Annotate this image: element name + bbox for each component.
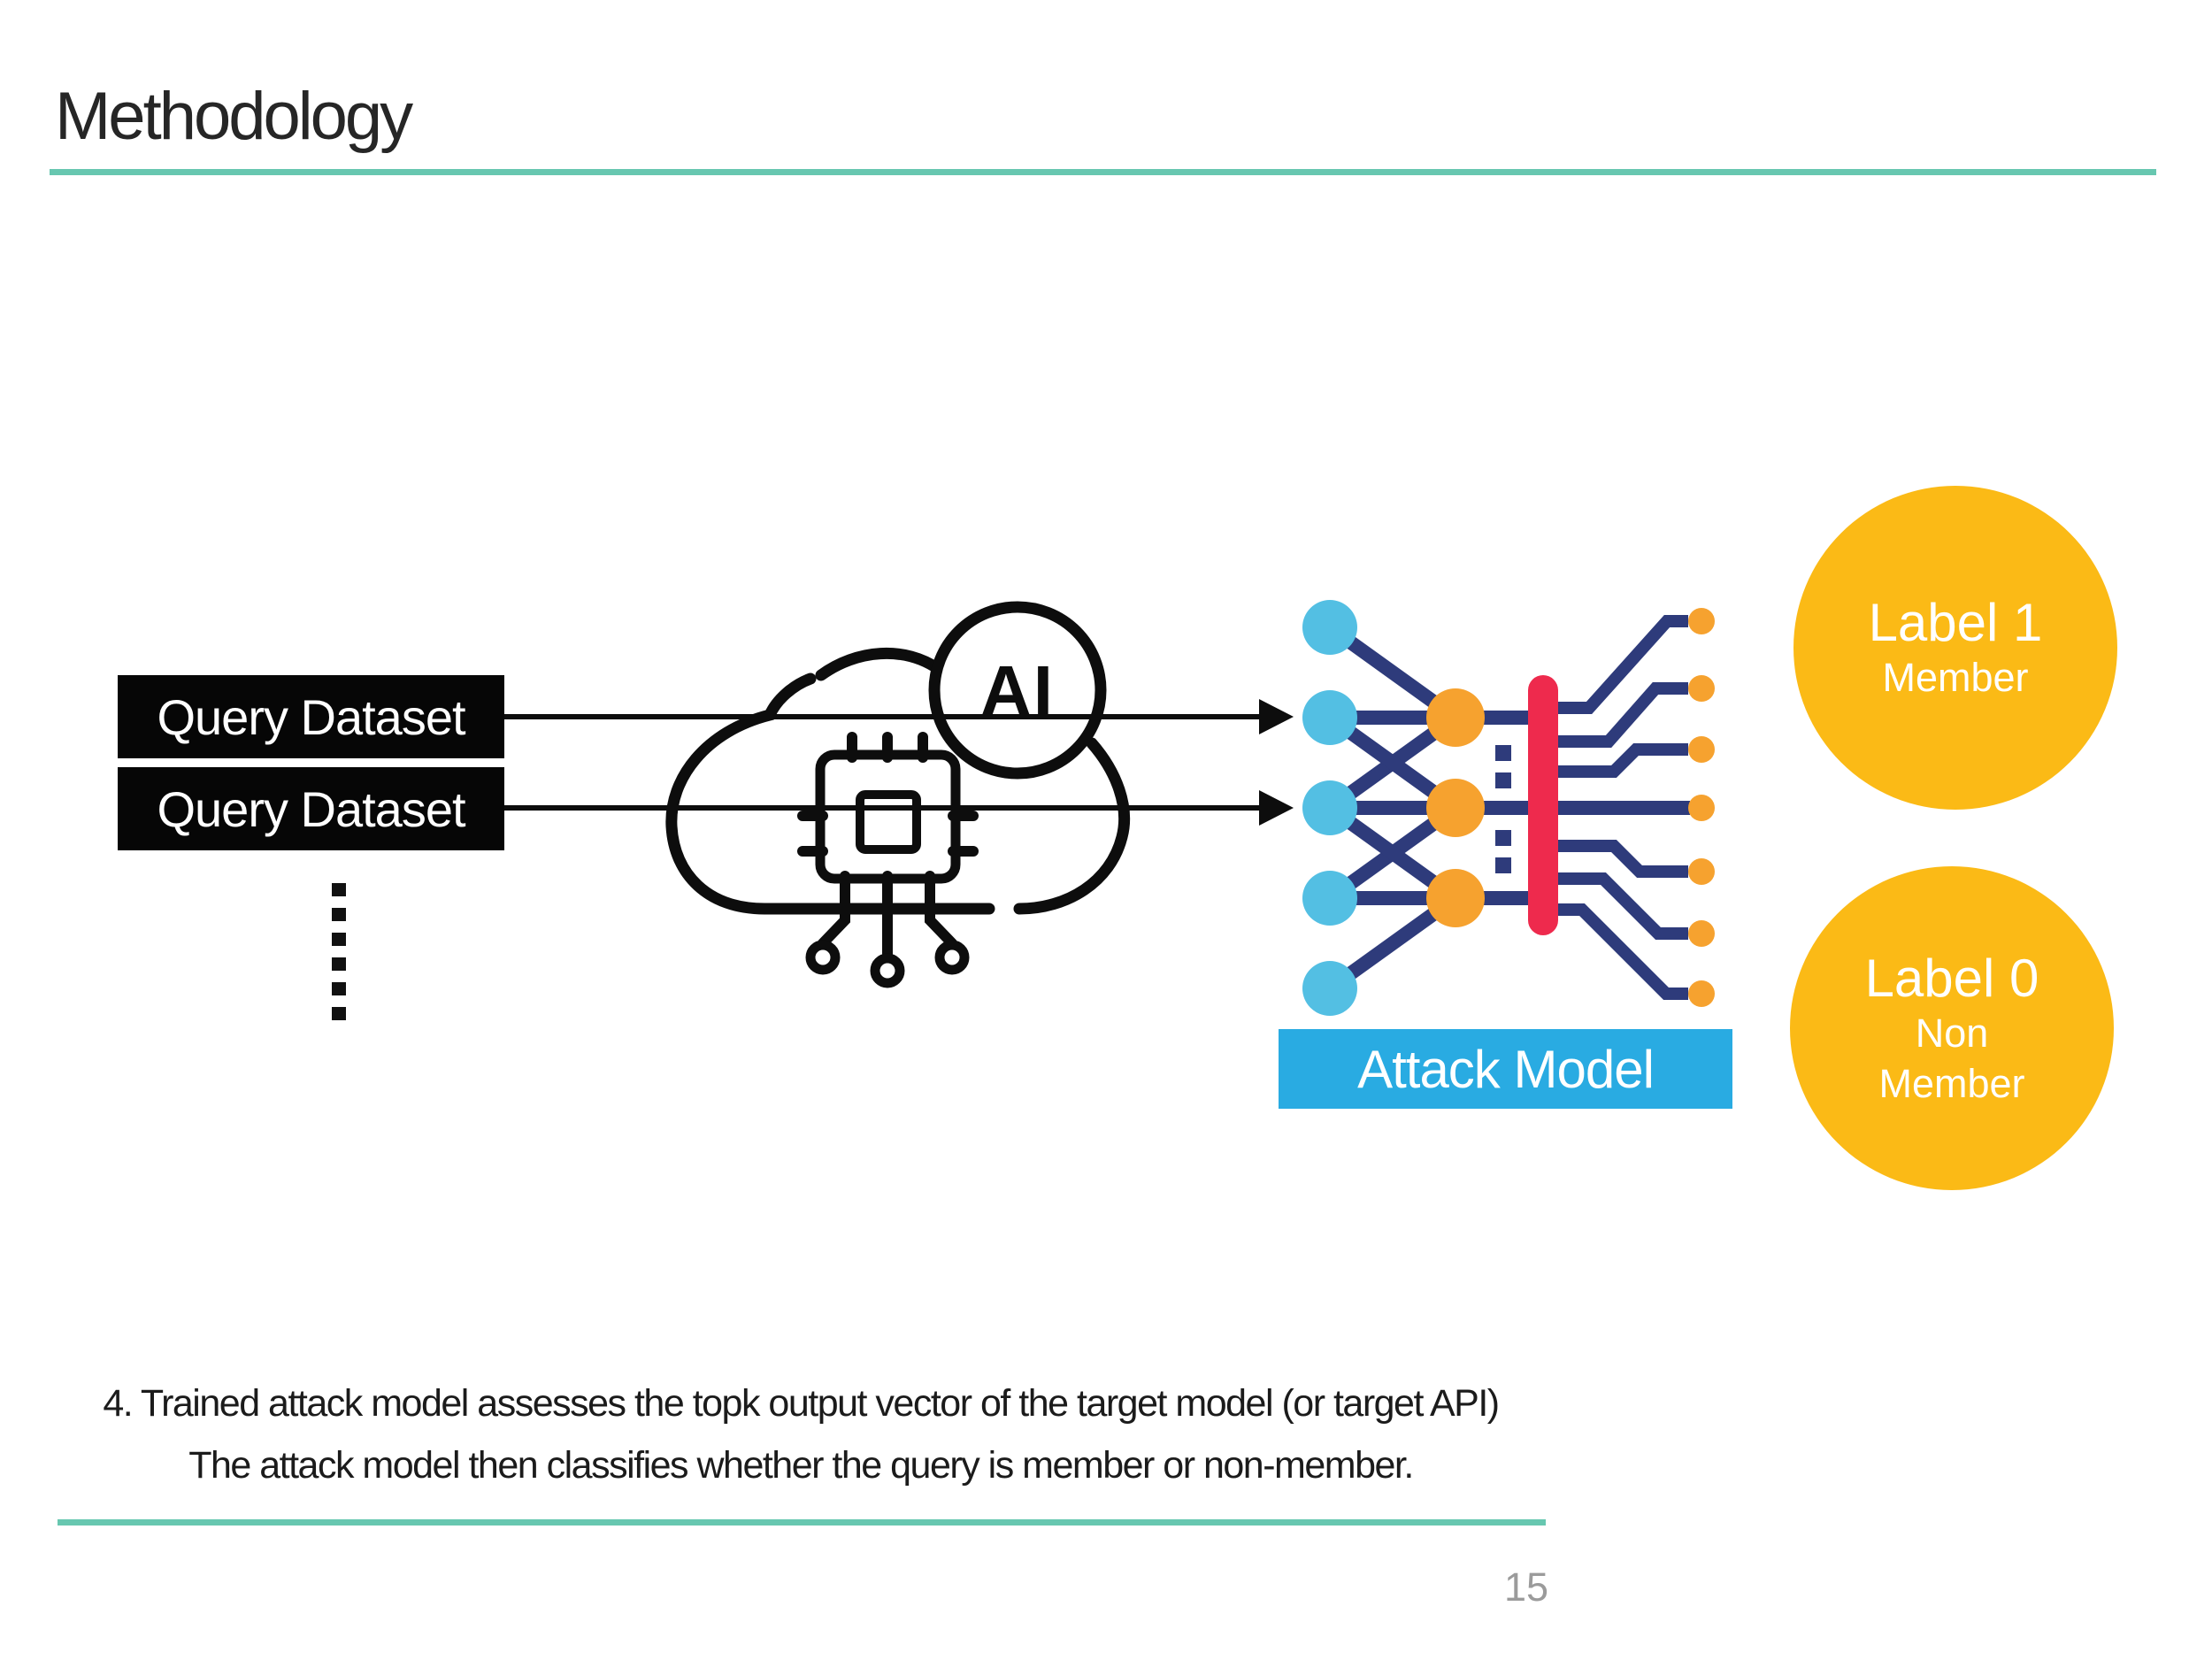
input-nodes xyxy=(1302,600,1357,1016)
page-number: 15 xyxy=(1503,1564,1548,1610)
footer-rule xyxy=(58,1519,1546,1526)
caption-line-2: The attack model then classifies whether the query is member or non-member. xyxy=(188,1443,1413,1487)
arrow-1 xyxy=(504,699,1294,734)
chip-icon xyxy=(803,737,973,983)
label-1-circle xyxy=(1793,486,2117,810)
caption xyxy=(53,1373,1548,1496)
label-0-subtitle-line2: Member xyxy=(1878,1060,2025,1106)
query-dataset-label-2: Query Dataset xyxy=(157,780,465,837)
query-dataset-label-1: Query Dataset xyxy=(157,688,465,745)
divider-bar-icon xyxy=(1528,675,1558,935)
neural-network-icon xyxy=(1302,600,1715,1016)
label-0-title: Label 0 xyxy=(1864,949,2039,1009)
output-dots xyxy=(1688,608,1715,1007)
cloud-chip-icon xyxy=(672,607,1125,983)
ai-badge-label: AI xyxy=(980,651,1055,730)
attack-model-box xyxy=(1279,1029,1732,1109)
caption-line-1: 4. Trained attack model assesses the topk output vector of the target model (or target API) xyxy=(103,1382,1499,1425)
hidden-nodes xyxy=(1426,688,1485,927)
label-0-circle xyxy=(1790,866,2114,1190)
arrowhead-icon xyxy=(1259,699,1294,734)
label-0-subtitle-line1: Non xyxy=(1915,1011,1989,1057)
label-1-title: Label 1 xyxy=(1868,593,2043,653)
attack-model-label: Attack Model xyxy=(1357,1039,1654,1099)
arrowhead-icon xyxy=(1259,790,1294,826)
page-title: Methodology xyxy=(55,79,411,154)
label-1-subtitle: Member xyxy=(1882,655,2029,701)
